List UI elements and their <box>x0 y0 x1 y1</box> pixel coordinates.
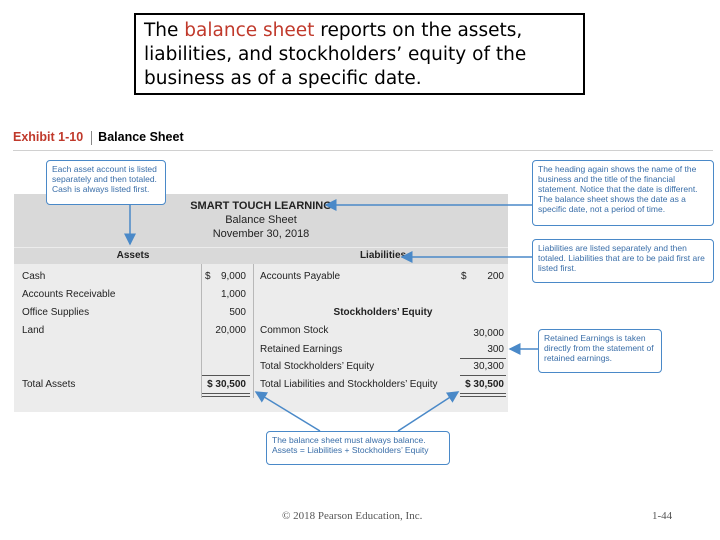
assets-header: Assets <box>116 250 150 261</box>
equity-value: 30,000 <box>473 328 504 339</box>
equity-label: Common Stock <box>260 325 329 336</box>
page-number: 1-44 <box>652 510 673 522</box>
callout-assets: Each asset account is listed separately and then totaled. Cash is always listed first. <box>46 160 166 205</box>
liabilities-header: Liabilities <box>359 250 407 261</box>
asset-currency: $ <box>205 271 211 282</box>
asset-value: 9,000 <box>220 271 246 282</box>
copyright: © 2018 Pearson Education, Inc. <box>282 510 423 522</box>
equity-value: 30,300 <box>473 361 504 372</box>
asset-label: Accounts Receivable <box>22 289 116 300</box>
company-name: SMART TOUCH LEARNING <box>190 200 332 212</box>
asset-label: Cash <box>22 271 46 282</box>
asset-value: 1,000 <box>220 289 246 300</box>
asset-label: Office Supplies <box>22 307 90 318</box>
statement-date: November 30, 2018 <box>212 228 310 240</box>
liability-currency: $ <box>461 271 467 282</box>
title-accent-term: balance sheet <box>184 20 315 41</box>
asset-label: Land <box>22 325 45 336</box>
callout-heading: The heading again shows the name of the business and the title of the financial statement. Notice that the date is different. The balance sheet shows the date as a specific date, not a period of time. <box>532 160 714 226</box>
asset-value: 500 <box>229 307 246 318</box>
exhibit-number: Exhibit 1-10 <box>13 130 84 144</box>
equity-label: Retained Earnings <box>260 344 343 355</box>
title-text-before: The <box>144 20 185 41</box>
liability-value: 200 <box>487 271 504 282</box>
total-liab-equity-label: Total Liabilities and Stockholders’ Equity <box>260 379 438 390</box>
total-liab-equity-value: $ 30,500 <box>465 379 504 390</box>
total-assets-value: $ 30,500 <box>207 379 246 390</box>
exhibit-label: Balance Sheet <box>98 130 184 144</box>
asset-value: 20,000 <box>215 325 246 336</box>
statement-name: Balance Sheet <box>225 214 297 226</box>
callout-balance: The balance sheet must always balance. Assets = Liabilities + Stockholders’ Equity <box>266 431 450 465</box>
arrow-to-total-liab <box>398 392 458 431</box>
arrow-to-total-assets <box>256 392 320 431</box>
equity-value: 300 <box>487 344 504 355</box>
total-assets-label: Total Assets <box>22 379 76 390</box>
equity-label: Total Stockholders’ Equity <box>260 361 375 372</box>
callout-liabilities: Liabilities are listed separately and then totaled. Liabilities that are to be paid first are listed first. <box>532 239 714 283</box>
callout-retained-earnings: Retained Earnings is taken directly from the statement of retained earnings. <box>538 329 662 373</box>
equity-header: Stockholders’ Equity <box>333 307 433 318</box>
title-text-after: reports on the assets, liabilities, and stockholders’ equity of the business as of a specific date. <box>144 20 527 89</box>
liability-label: Accounts Payable <box>260 271 341 282</box>
